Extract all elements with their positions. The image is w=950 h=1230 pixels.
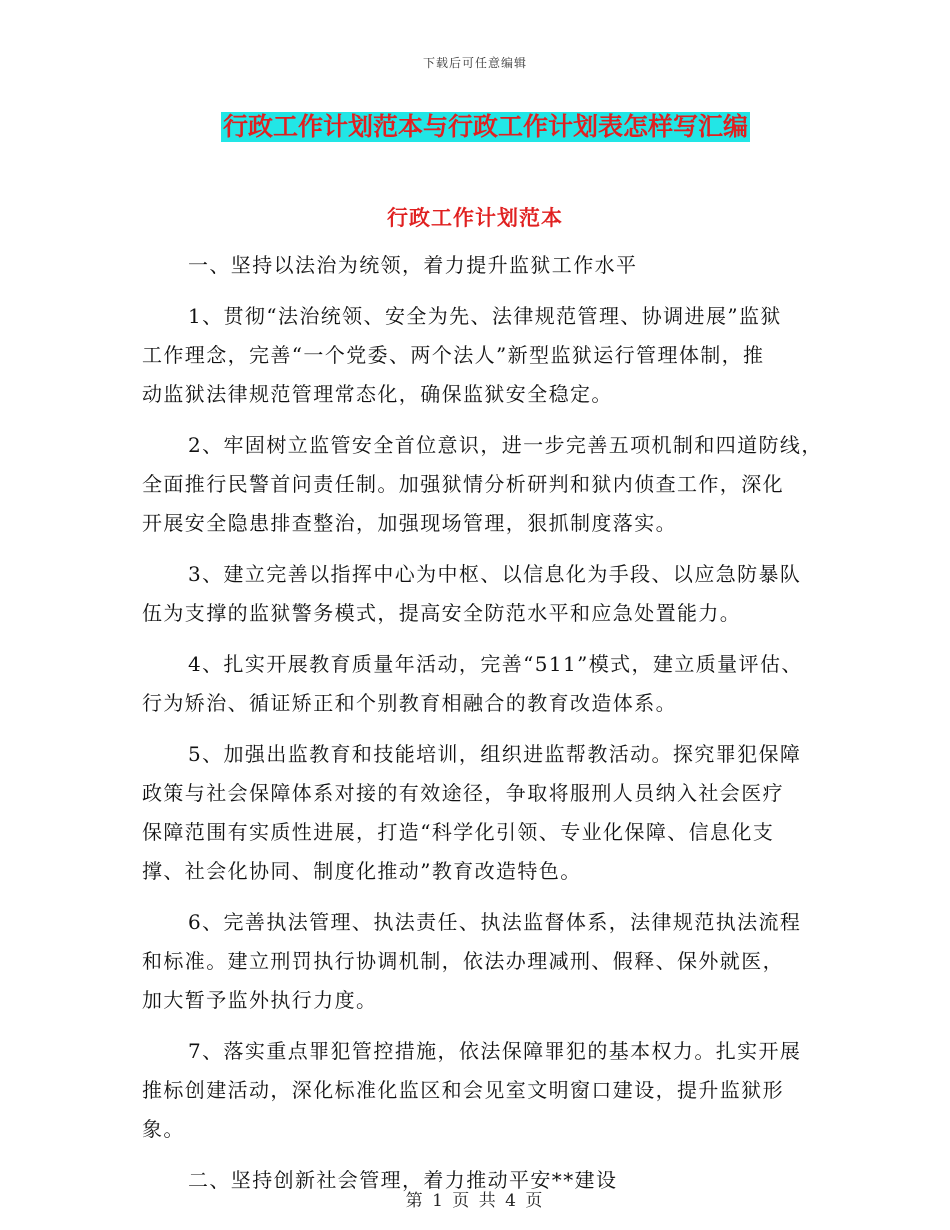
paragraph-line: 撑、社会化协同、制度化推动”教育改造特色。: [142, 859, 582, 883]
paragraph-3: [142, 555, 810, 633]
paragraph-line: 3、建立完善以指挥中心为中枢、以信息化为手段、以应急防暴队: [188, 562, 802, 586]
paragraph-line: 和标准。建立刑罚执行协调机制，依法办理减刑、假释、保外就医，: [142, 949, 784, 973]
paragraph-line: 伍为支撑的监狱警务模式，提高安全防范水平和应急处置能力。: [142, 601, 742, 625]
paragraph-line: 政策与社会保障体系对接的有效途径，争取将服刑人员纳入社会医疗: [142, 781, 784, 805]
paragraph-line: 7、落实重点罪犯管控措施，依法保障罪犯的基本权力。扎实开展: [188, 1039, 802, 1063]
paragraph-line: 动监狱法律规范管理常态化，确保监狱安全稳定。: [142, 382, 613, 406]
paragraph-line: 一、坚持以法治为统领，着力提升监狱工作水平: [188, 253, 638, 277]
paragraph-6: [142, 903, 810, 1020]
paragraph-line: 4、扎实开展教育质量年活动，完善“511”模式，建立质量评估、: [188, 652, 803, 676]
paragraph-line: 1、贯彻“法治统领、安全为先、法律规范管理、协调进展”监狱: [188, 304, 782, 328]
paragraph-1: [142, 297, 810, 414]
paragraph-line: 保障范围有实质性进展，打造“科学化引领、专业化保障、信息化支: [142, 820, 775, 844]
paragraph-line: 2、牢固树立监管安全首位意识，进一步完善五项机制和四道防线，: [188, 433, 823, 457]
section-title: 行政工作计划范本: [387, 205, 563, 230]
paragraph-line: 5、加强出监教育和技能培训，组织进监帮教活动。探究罪犯保障: [188, 742, 802, 766]
paragraph-line: 6、完善执法管理、执法责任、执法监督体系，法律规范执法流程: [188, 910, 802, 934]
paragraph-line: 象。: [142, 1117, 185, 1141]
document-body: [142, 246, 823, 1200]
paragraph-4: [142, 645, 810, 723]
paragraph-line: 行为矫治、循证矫正和个别教育相融合的教育改造体系。: [142, 691, 677, 715]
paragraph-7: [142, 1032, 810, 1149]
document-title: 行政工作计划范本与行政工作计划表怎样写汇编: [223, 112, 749, 141]
paragraph-line: 全面推行民警首问责任制。加强狱情分析研判和狱内侦查工作，深化: [142, 472, 784, 496]
paragraph-line: 推标创建活动，深化标准化监区和会见室文明窗口建设，提升监狱形: [142, 1078, 784, 1102]
paragraph-2: [142, 426, 823, 543]
page-header-note: 下载后可任意编辑: [422, 56, 527, 70]
page-number: 第 1 页 共 4 页: [405, 1191, 545, 1211]
paragraph-0: [142, 246, 810, 285]
paragraph-5: [142, 735, 810, 891]
paragraph-line: 开展安全隐患排查整治，加强现场管理，狠抓制度落实。: [142, 511, 677, 535]
paragraph-line: 二、坚持创新社会管理，着力推动平安**建设: [188, 1168, 618, 1192]
paragraph-line: 加大暂予监外执行力度。: [142, 988, 378, 1012]
paragraph-line: 工作理念，完善“一个党委、两个法人”新型监狱运行管理体制，推: [142, 343, 765, 367]
